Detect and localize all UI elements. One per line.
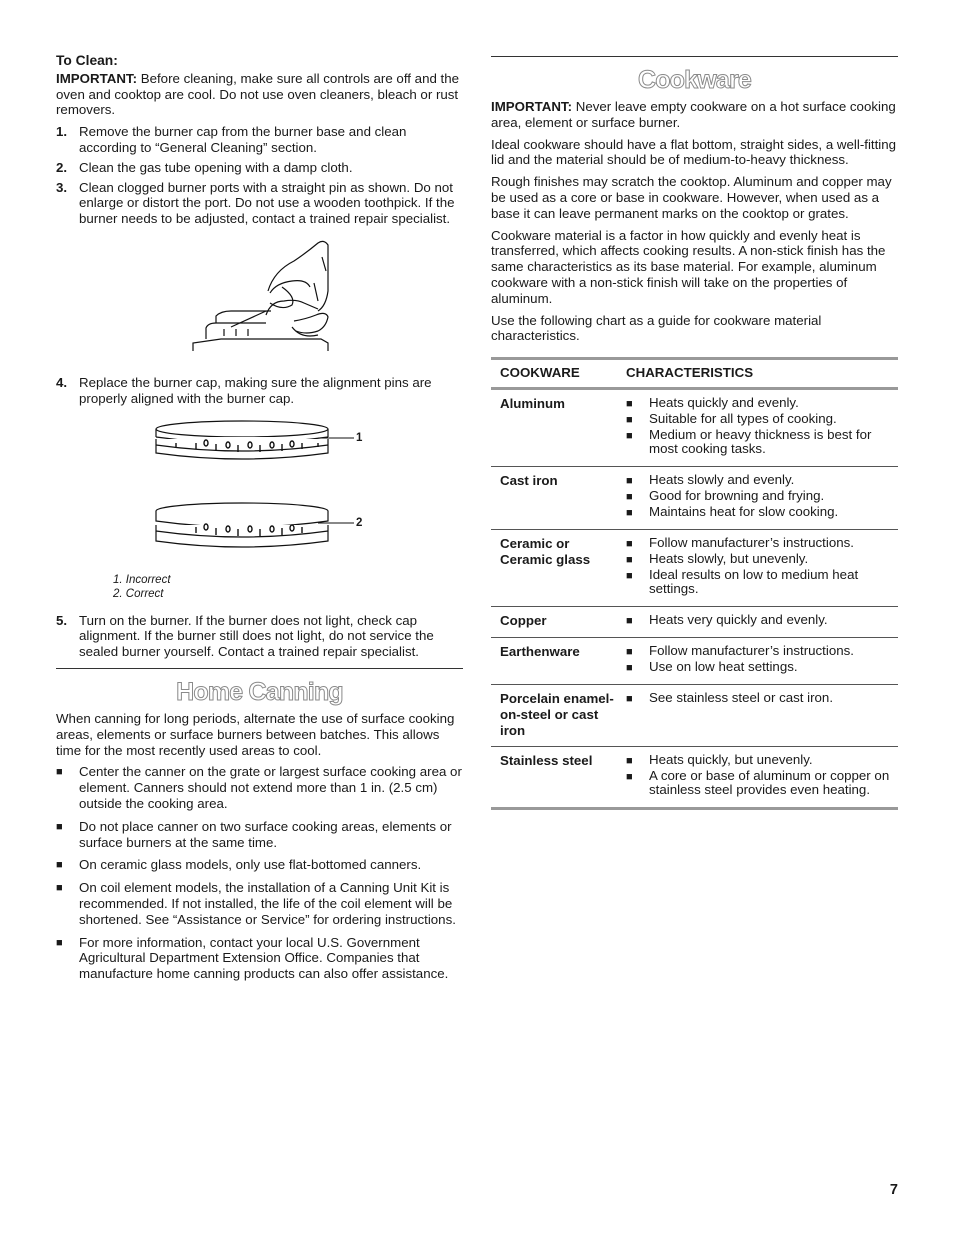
step-text: Clean clogged burner ports with a straight pin as shown. Do not enlarge or distort the port. Do not use a wooden toothpick. If the burner needs to be adjusted, contact a trained repair specialist. xyxy=(79,179,455,227)
list-item xyxy=(56,819,463,851)
cookware-material: Copper xyxy=(500,612,547,628)
burner-cap-illustration xyxy=(56,413,463,573)
step-text: Replace the burner cap, making sure the alignment pins are properly aligned with the burner cap. xyxy=(79,374,432,406)
bullet-text: Do not place canner on two surface cooking areas, elements or surface burners at the same time. xyxy=(79,818,452,850)
list-item xyxy=(626,691,898,705)
cookware-material: Porcelain enamel-on-steel or cast iron xyxy=(500,690,614,738)
cookware-characteristics xyxy=(626,529,898,606)
list-item xyxy=(56,935,463,982)
bullet-text: Use on low heat settings. xyxy=(649,658,798,674)
column-header: COOKWARE xyxy=(500,365,580,381)
cookware-paragraph: Use the following chart as a guide for cookware material characteristics. xyxy=(491,312,822,344)
list-item xyxy=(626,489,898,503)
bullet-icon: ■ xyxy=(626,692,633,705)
step-text: Turn on the burner. If the burner does not light, check cap alignment. If the burner still does not light, do not service the sealed burner yourself. Contact a trained repair specialist. xyxy=(79,612,434,660)
step-number: 2. xyxy=(56,159,68,175)
to-clean-important xyxy=(56,71,463,118)
bullet-text: Maintains heat for slow cooking. xyxy=(649,503,839,519)
bullet-text: Heats very quickly and evenly. xyxy=(649,611,828,627)
characteristics-list xyxy=(626,536,898,596)
cookware-characteristics xyxy=(626,466,898,529)
list-item xyxy=(626,769,898,797)
bullet-text: Heats quickly, but unevenly. xyxy=(649,752,813,768)
bullet-text: Suitable for all types of cooking. xyxy=(649,410,837,426)
bullet-text: Heats slowly, but unevenly. xyxy=(649,550,809,566)
cookware-important xyxy=(491,99,898,131)
bullet-icon: ■ xyxy=(626,755,633,768)
characteristics-list xyxy=(626,753,898,797)
bullet-icon: ■ xyxy=(626,537,633,550)
characteristics-list xyxy=(626,644,898,674)
important-text: Never leave empty cookware on a hot surface cooking area, element or surface burner. xyxy=(491,99,896,130)
hand-pin-drawing xyxy=(56,231,463,371)
list-item xyxy=(626,505,898,519)
step-5 xyxy=(56,613,463,660)
bullet-text: Good for browning and frying. xyxy=(649,487,825,503)
cookware-paragraph: Cookware material is a factor in how quickly and evenly heat is transferred, which affects cooking results. A non-stick finish has the same characteristics as its base material. For example, aluminum cookware with a non-stick finish will take on the properties of aluminum. xyxy=(491,227,886,306)
step-3 xyxy=(56,180,463,227)
home-canning-title: Home Canning xyxy=(176,677,343,706)
table-row xyxy=(491,684,898,746)
list-item xyxy=(626,396,898,410)
cleaning-steps xyxy=(56,124,463,227)
bullet-text: Ideal results on low to medium heat settings. xyxy=(649,566,859,596)
step-4 xyxy=(56,375,463,407)
important-text: Before cleaning, make sure all controls are off and the oven and cooktop are cool. Do not use oven cleaners, bleach or rust removers. xyxy=(56,70,460,118)
bullet-icon: ■ xyxy=(626,661,633,674)
bullet-icon: ■ xyxy=(626,490,633,503)
bullet-text: See stainless steel or cast iron. xyxy=(649,689,834,705)
section-divider xyxy=(491,56,898,57)
list-item xyxy=(626,660,898,674)
bullet-icon: ■ xyxy=(626,771,633,784)
cookware-characteristics xyxy=(626,388,898,466)
bullet-icon: ■ xyxy=(626,614,633,627)
left-column xyxy=(56,53,463,989)
table-header-row xyxy=(491,359,898,389)
bullet-icon: ■ xyxy=(626,397,633,410)
bullet-text: Heats quickly and evenly. xyxy=(649,394,799,410)
table-row xyxy=(491,529,898,606)
cookware-paragraph: Rough finishes may scratch the cooktop. Aluminum and copper may be used as a core or base in cookware. However, when used as a base it can leave permanent marks on the cooktop or grates. xyxy=(491,174,892,221)
caption-correct: 2. Correct xyxy=(113,587,164,600)
bullet-text: On coil element models, the installation of a Canning Unit Kit is recommended. If not installed, the life of the coil element will be shortened. See “Assistance or Service” for ordering instructions. xyxy=(79,880,456,927)
to-clean-heading: To Clean: xyxy=(56,53,118,68)
step-number: 3. xyxy=(56,179,68,195)
list-item xyxy=(626,428,898,456)
pin-cleaning-illustration xyxy=(56,231,463,371)
table-row xyxy=(491,466,898,529)
figure-label-2: 2 xyxy=(356,516,363,529)
characteristics-list xyxy=(626,473,898,519)
bullet-text: For more information, contact your local U.S. Government Agricultural Department Extension Office. Companies that manufacture home canning products can also offer assistance. xyxy=(79,934,449,982)
cookware-material: Earthenware xyxy=(500,643,580,659)
cookware-material: Aluminum xyxy=(500,395,566,411)
list-item xyxy=(56,857,463,873)
list-item xyxy=(626,753,898,767)
list-item xyxy=(56,764,463,811)
bullet-text: Center the canner on the grate or largest surface cooking area or element. Canners should not extend more than 1 in. (2.5 cm) outside the cooking area. xyxy=(79,764,462,811)
step-number: 4. xyxy=(56,374,68,390)
bullet-text: On ceramic glass models, only use flat-bottomed canners. xyxy=(79,857,422,873)
characteristics-list xyxy=(626,691,898,705)
bullet-text: Heats slowly and evenly. xyxy=(649,471,795,487)
cookware-characteristics xyxy=(626,747,898,809)
table-row xyxy=(491,388,898,466)
bullet-icon: ■ xyxy=(626,429,633,442)
step-2 xyxy=(56,160,463,176)
column-header: CHARACTERISTICS xyxy=(626,365,754,381)
cookware-characteristics xyxy=(626,684,898,746)
cleaning-steps-continued xyxy=(56,375,463,407)
list-item xyxy=(626,473,898,487)
list-item xyxy=(626,412,898,426)
list-item xyxy=(626,568,898,596)
cookware-characteristics xyxy=(626,606,898,637)
table-row xyxy=(491,637,898,684)
list-item xyxy=(626,552,898,566)
characteristics-list xyxy=(626,396,898,456)
list-item xyxy=(626,613,898,627)
step-text: Remove the burner cap from the burner base and clean according to “General Cleaning” section. xyxy=(79,124,407,155)
bullet-text: Medium or heavy thickness is best for most cooking tasks. xyxy=(649,426,872,456)
home-canning-bullets xyxy=(56,764,463,982)
bullet-icon: ■ xyxy=(626,413,633,426)
step-1 xyxy=(56,124,463,156)
bullet-icon: ■ xyxy=(626,553,633,566)
bullet-text: Follow manufacturer’s instructions. xyxy=(649,534,854,550)
cookware-paragraph: Ideal cookware should have a flat bottom, straight sides, a well-fitting lid and the material should be of medium-to-heavy thickness. xyxy=(491,136,897,168)
figure-label-1: 1 xyxy=(356,431,363,444)
section-divider xyxy=(56,668,463,669)
bullet-text: Follow manufacturer’s instructions. xyxy=(649,642,854,658)
step-number: 1. xyxy=(56,124,68,140)
bullet-icon: ■ xyxy=(56,859,63,872)
caption-incorrect: 1. Incorrect xyxy=(113,573,171,586)
bullet-icon: ■ xyxy=(56,936,63,949)
list-item xyxy=(626,644,898,658)
table-row xyxy=(491,606,898,637)
cookware-material: Stainless steel xyxy=(500,753,593,769)
cookware-material: Cast iron xyxy=(500,472,558,488)
bullet-text: A core or base of aluminum or copper on stainless steel provides even heating. xyxy=(649,768,890,798)
bullet-icon: ■ xyxy=(56,882,63,895)
step-number: 5. xyxy=(56,612,68,628)
bullet-icon: ■ xyxy=(626,474,633,487)
characteristics-list xyxy=(626,613,898,627)
cookware-title: Cookware xyxy=(637,66,752,94)
cookware-characteristics xyxy=(626,637,898,684)
list-item xyxy=(56,880,463,927)
important-label: IMPORTANT: xyxy=(56,70,138,86)
right-column xyxy=(491,56,898,810)
cleaning-steps-final xyxy=(56,613,463,660)
bullet-icon: ■ xyxy=(626,569,633,582)
table-row xyxy=(491,747,898,809)
page-number: 7 xyxy=(889,1182,898,1198)
bullet-icon: ■ xyxy=(56,766,63,779)
step-text: Clean the gas tube opening with a damp cloth. xyxy=(79,159,353,175)
list-item xyxy=(626,536,898,550)
burner-cap-drawing xyxy=(56,413,463,573)
cookware-table xyxy=(491,357,898,810)
bullet-icon: ■ xyxy=(626,506,633,519)
cookware-material: Ceramic or Ceramic glass xyxy=(500,535,591,567)
bullet-icon: ■ xyxy=(56,820,63,833)
important-label: IMPORTANT: xyxy=(491,99,573,114)
bullet-icon: ■ xyxy=(626,645,633,658)
home-canning-intro: When canning for long periods, alternate the use of surface cooking areas, elements or surface burners between batches. This allows time for the most recently used areas to cool. xyxy=(56,710,455,758)
